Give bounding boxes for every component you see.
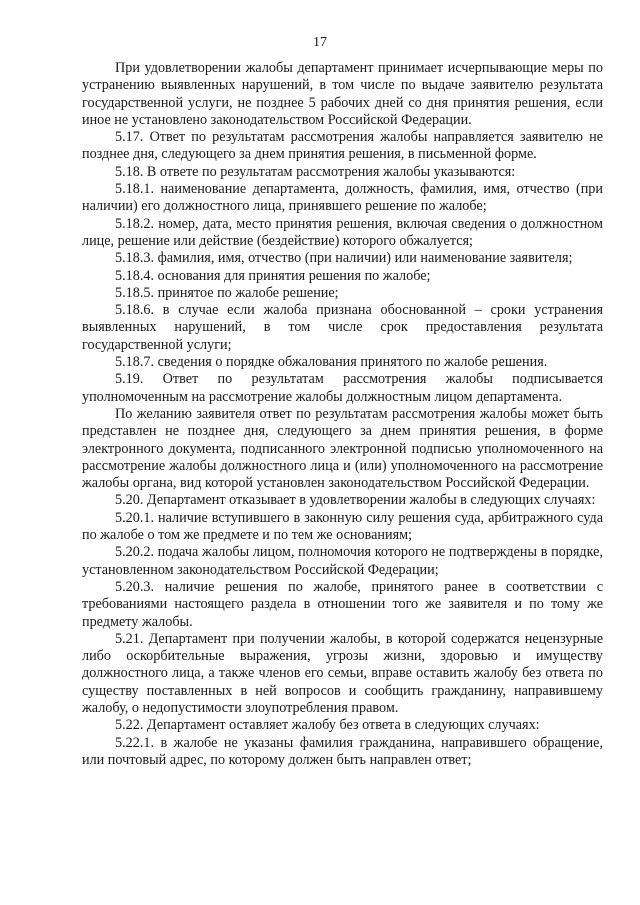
paragraph-electronic-response: По желанию заявителя ответ по результатам рассмотрения жалобы может быть представлен не позднее дня, следующего за днем принятия решения, в форме электронного документа, подписанного электронной подписью уполномоченного на рассмотрение жалобы должностного лица и (или) уполномоченного на рассмотрение жалобы органа, вид которой установлен законодательством Российской Федерации. (82, 405, 603, 492)
document-body (82, 60, 603, 769)
paragraph-5-18-7: 5.18.7. сведения о порядке обжалования принятого по жалобе решения. (115, 354, 548, 371)
paragraph-5-22-1: 5.22.1. в жалобе не указаны фамилия гражданина, направившего обращение, или почтовый адрес, по которому должен быть направлен ответ; (82, 734, 603, 768)
paragraph-satisfaction-measures: При удовлетворении жалобы департамент принимает исчерпывающие меры по устранению выявленных нарушений, в том числе по выдаче заявителю результата государственной услуги, не позднее 5 рабочих дней со дня принятия решения, если иное не установлено законодательством Российской Федерации. (82, 60, 603, 128)
paragraph-5-20-3: 5.20.3. наличие решения по жалобе, принятого ранее в соответствии с требованиями настоящего раздела в отношении того же заявителя и по тому же предмету жалобы. (82, 578, 603, 630)
paragraph-5-17: 5.17. Ответ по результатам рассмотрения жалобы направляется заявителю не позднее дня, следующего за днем принятия решения, в письменной форме. (82, 129, 603, 163)
paragraph-5-18: 5.18. В ответе по результатам рассмотрения жалобы указываются: (115, 163, 516, 180)
paragraph-5-20-1: 5.20.1. наличие вступившего в законную силу решения суда, арбитражного суда по жалобе о том же предмете и по тем же основаниям; (82, 509, 603, 544)
paragraph-5-20: 5.20. Департамент отказывает в удовлетворении жалобы в следующих случаях: (115, 492, 596, 509)
paragraph-5-18-1: 5.18.1. наименование департамента, должность, фамилия, имя, отчество (при наличии) его должностного лица, принявшего решение по жалобе; (82, 181, 603, 215)
paragraph-5-18-2: 5.18.2. номер, дата, место принятия решения, включая сведения о должностном лице, решение или действие (бездействие) которого обжалуется; (82, 215, 603, 249)
paragraph-5-22: 5.22. Департамент оставляет жалобу без ответа в следующих случаях: (115, 717, 540, 734)
paragraph-5-18-3: 5.18.3. фамилия, имя, отчество (при наличии) или наименование заявителя; (115, 250, 573, 267)
paragraph-5-18-4: 5.18.4. основания для принятия решения по жалобе; (115, 267, 431, 284)
paragraph-5-21: 5.21. Департамент при получении жалобы, в которой содержатся нецензурные либо оскорбительные выражения, угрозы жизни, здоровью и имуществу должностного лица, а также членов его семьи, вправе оставить жалобу без ответа по существу поставленных в ней вопросов и сообщить гражданину, направившему жалобу, о недопустимости злоупотребления правом. (82, 630, 603, 716)
paragraph-5-18-5: 5.18.5. принятое по жалобе решение; (115, 284, 339, 301)
paragraph-5-19: 5.19. Ответ по результатам рассмотрения жалобы подписывается уполномоченным на рассмотрение жалобы должностным лицом департамента. (82, 371, 603, 405)
paragraph-5-18-6: 5.18.6. в случае если жалоба признана обоснованной – сроки устранения выявленных нарушений, в том числе срок предоставления результата государственной услуги; (82, 302, 603, 353)
page-number: 17 (313, 35, 327, 50)
paragraph-5-20-2: 5.20.2. подача жалобы лицом, полномочия которого не подтверждены в порядке, установленном законодательством Российской Федерации; (82, 544, 603, 578)
